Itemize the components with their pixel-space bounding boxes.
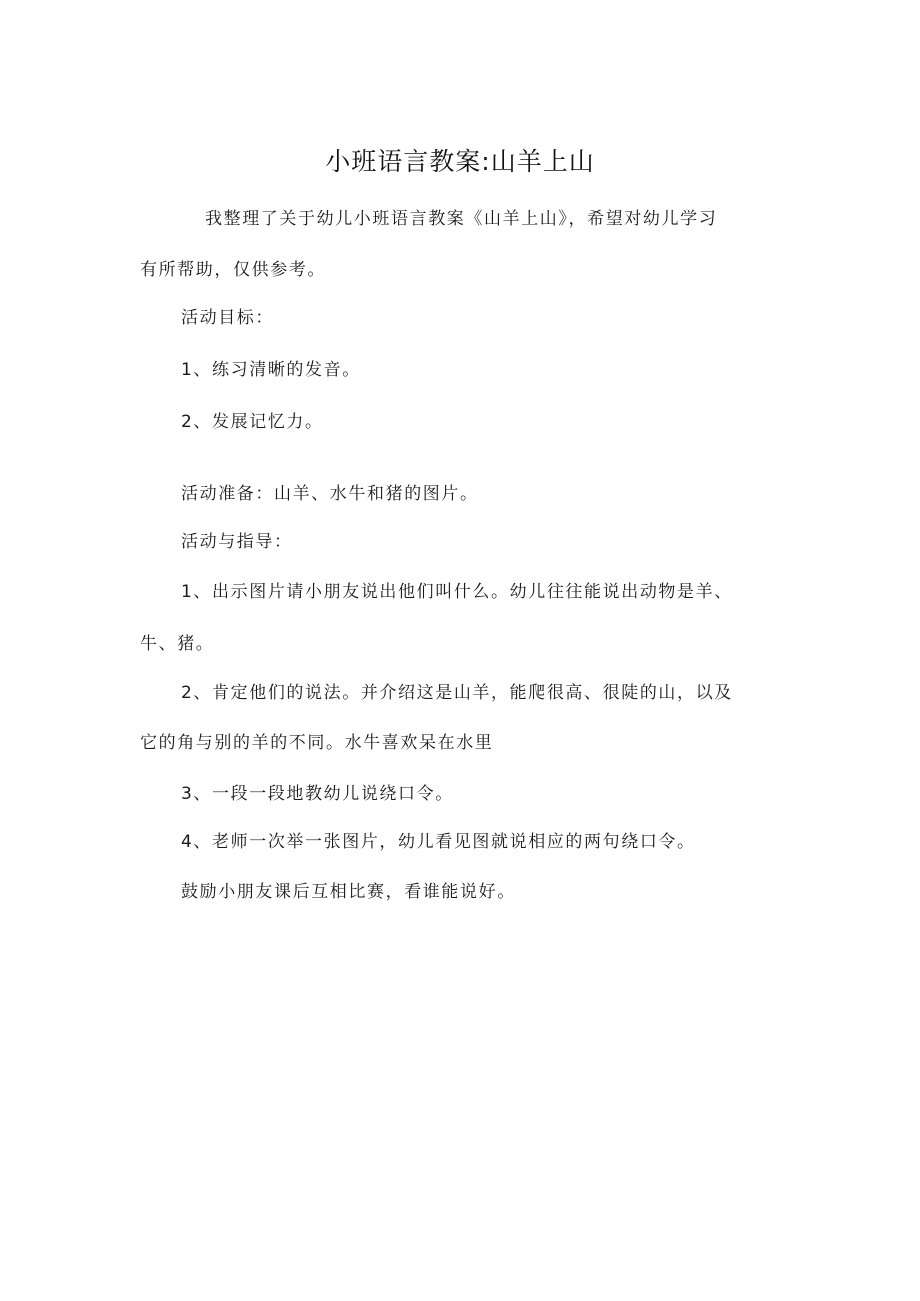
guidance-heading: 活动与指导： [181,532,293,552]
goals-heading: 活动目标： [181,308,274,328]
step-4-line: 4、老师一次举一张图片，幼儿看见图就说相应的两句绕口令。 [181,832,696,852]
goal-item-1: 1、练习清晰的发音。 [181,360,361,380]
intro-line-2: 有所帮助，仅供参考。 [140,260,326,280]
step-2-line-2: 它的角与别的羊的不同。水牛喜欢呆在水里 [140,733,494,753]
preparation-line: 活动准备：山羊、水牛和猪的图片。 [181,484,479,504]
step-1-line-1: 1、出示图片请小朋友说出他们叫什么。幼儿往往能说出动物是羊、 [181,582,733,602]
document-title: 小班语言教案:山羊上山 [325,147,595,176]
intro-line-1: 我整理了关于幼儿小班语言教案《山羊上山》，希望对幼儿学习 [205,209,718,229]
goal-item-2: 2、发展记忆力。 [181,412,324,432]
step-1-line-2: 牛、猪。 [140,634,215,654]
closing-line: 鼓励小朋友课后互相比赛，看谁能说好。 [181,882,516,902]
step-3-line: 3、一段一段地教幼儿说绕口令。 [181,784,454,804]
step-2-line-1: 2、肯定他们的说法。并介绍这是山羊，能爬很高、很陡的山，以及 [181,683,733,703]
